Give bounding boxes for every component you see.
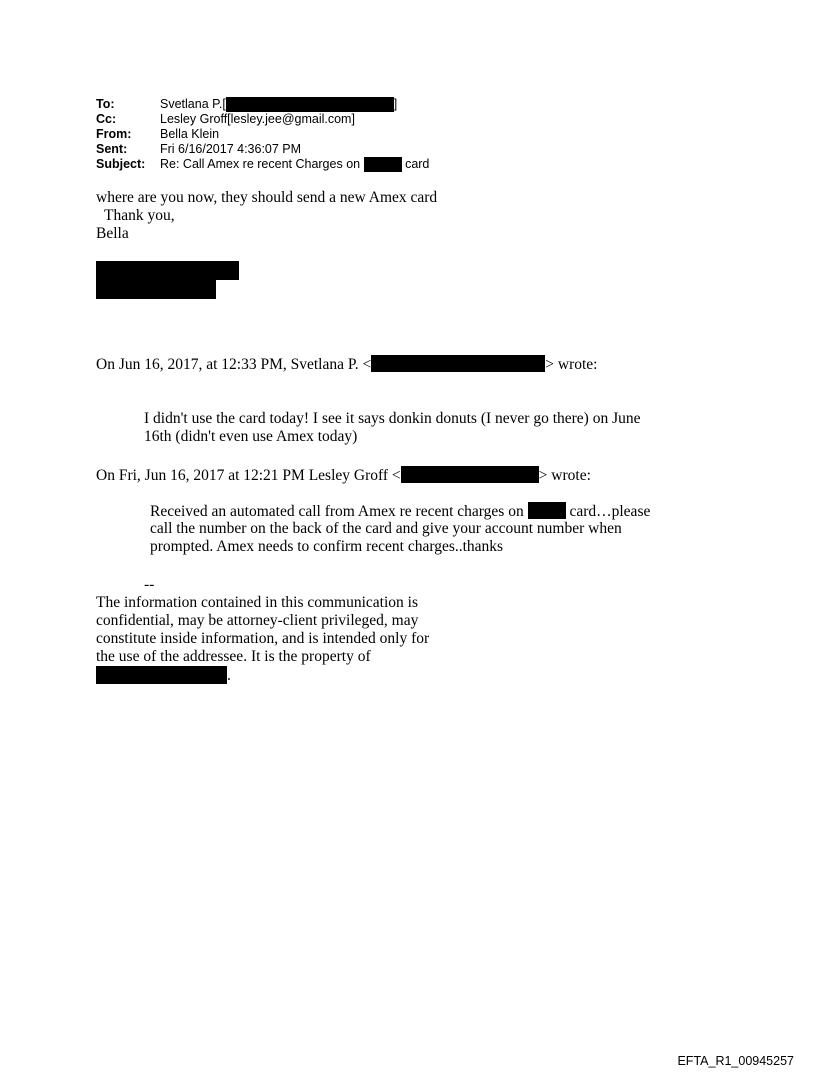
document-id: EFTA_R1_00945257 (677, 1054, 794, 1068)
quote2-attribution (96, 466, 591, 485)
quote2-line-1-suffix: card…please (569, 503, 651, 520)
quote2-line-1-prefix: Received an automated call from Amex re recent charges on (150, 503, 524, 520)
body-line-1: where are you now, they should send a new Amex card (96, 189, 438, 206)
quote1-attribution-suffix: > wrote: (545, 356, 598, 373)
disclaimer-line-4: the use of the addressee. It is the property of (96, 648, 371, 665)
from-label: From: (96, 127, 132, 141)
signature-dashes: -- (144, 576, 155, 593)
redaction-block (528, 502, 566, 519)
from-row (96, 127, 429, 142)
quote1-attribution-prefix: On Jun 16, 2017, at 12:33 PM, Svetlana P. < (96, 356, 372, 373)
redaction-block (371, 355, 545, 372)
disclaimer-line-3: constitute inside information, and is intended only for (96, 630, 430, 647)
quote2-line-3: prompted. Amex needs to confirm recent charges..thanks (150, 538, 504, 555)
to-row (96, 97, 429, 112)
cc-value: Lesley Groff[lesley.jee@gmail.com] (160, 112, 355, 126)
to-label: To: (96, 97, 115, 111)
from-value: Bella Klein (160, 127, 220, 141)
quote2-line-1 (150, 502, 650, 521)
redaction-block (96, 666, 227, 684)
quote1-line-1: I didn't use the card today! I see it says donkin donuts (I never go there) on June (144, 410, 641, 427)
quote2-attribution-prefix: On Fri, Jun 16, 2017 at 12:21 PM Lesley Groff < (96, 467, 401, 484)
sent-label: Sent: (96, 142, 128, 156)
to-value: Svetlana P.[ (160, 97, 226, 111)
signature-redaction-2 (96, 280, 216, 299)
subject-label: Subject: (96, 157, 146, 171)
subject-row (96, 157, 429, 172)
quote1-line-2: 16th (didn't even use Amex today) (144, 428, 358, 445)
body-line-2: Thank you, (104, 207, 175, 224)
sent-row (96, 142, 429, 157)
disclaimer-line-5 (96, 666, 231, 685)
email-header (96, 97, 429, 172)
quote1-attribution (96, 355, 597, 374)
disclaimer-line-1: The information contained in this communication is (96, 594, 418, 611)
body-line-3: Bella (96, 225, 129, 242)
cc-label: Cc: (96, 112, 117, 126)
quote2-attribution-suffix: > wrote: (538, 467, 591, 484)
disclaimer-line-2: confidential, may be attorney-client privileged, may (96, 612, 419, 629)
cc-row (96, 112, 429, 127)
subject-prefix: Re: Call Amex re recent Charges on (160, 157, 361, 171)
redaction-block (364, 157, 402, 172)
signature-redaction-1 (96, 261, 239, 280)
subject-suffix: card (405, 157, 430, 171)
redaction-block (401, 466, 539, 483)
sent-value: Fri 6/16/2017 4:36:07 PM (160, 142, 302, 156)
redaction-block (226, 97, 394, 112)
quote2-line-2: call the number on the back of the card and give your account number when (150, 520, 622, 537)
to-close: ] (393, 97, 398, 111)
disclaimer-end: . (227, 667, 231, 684)
